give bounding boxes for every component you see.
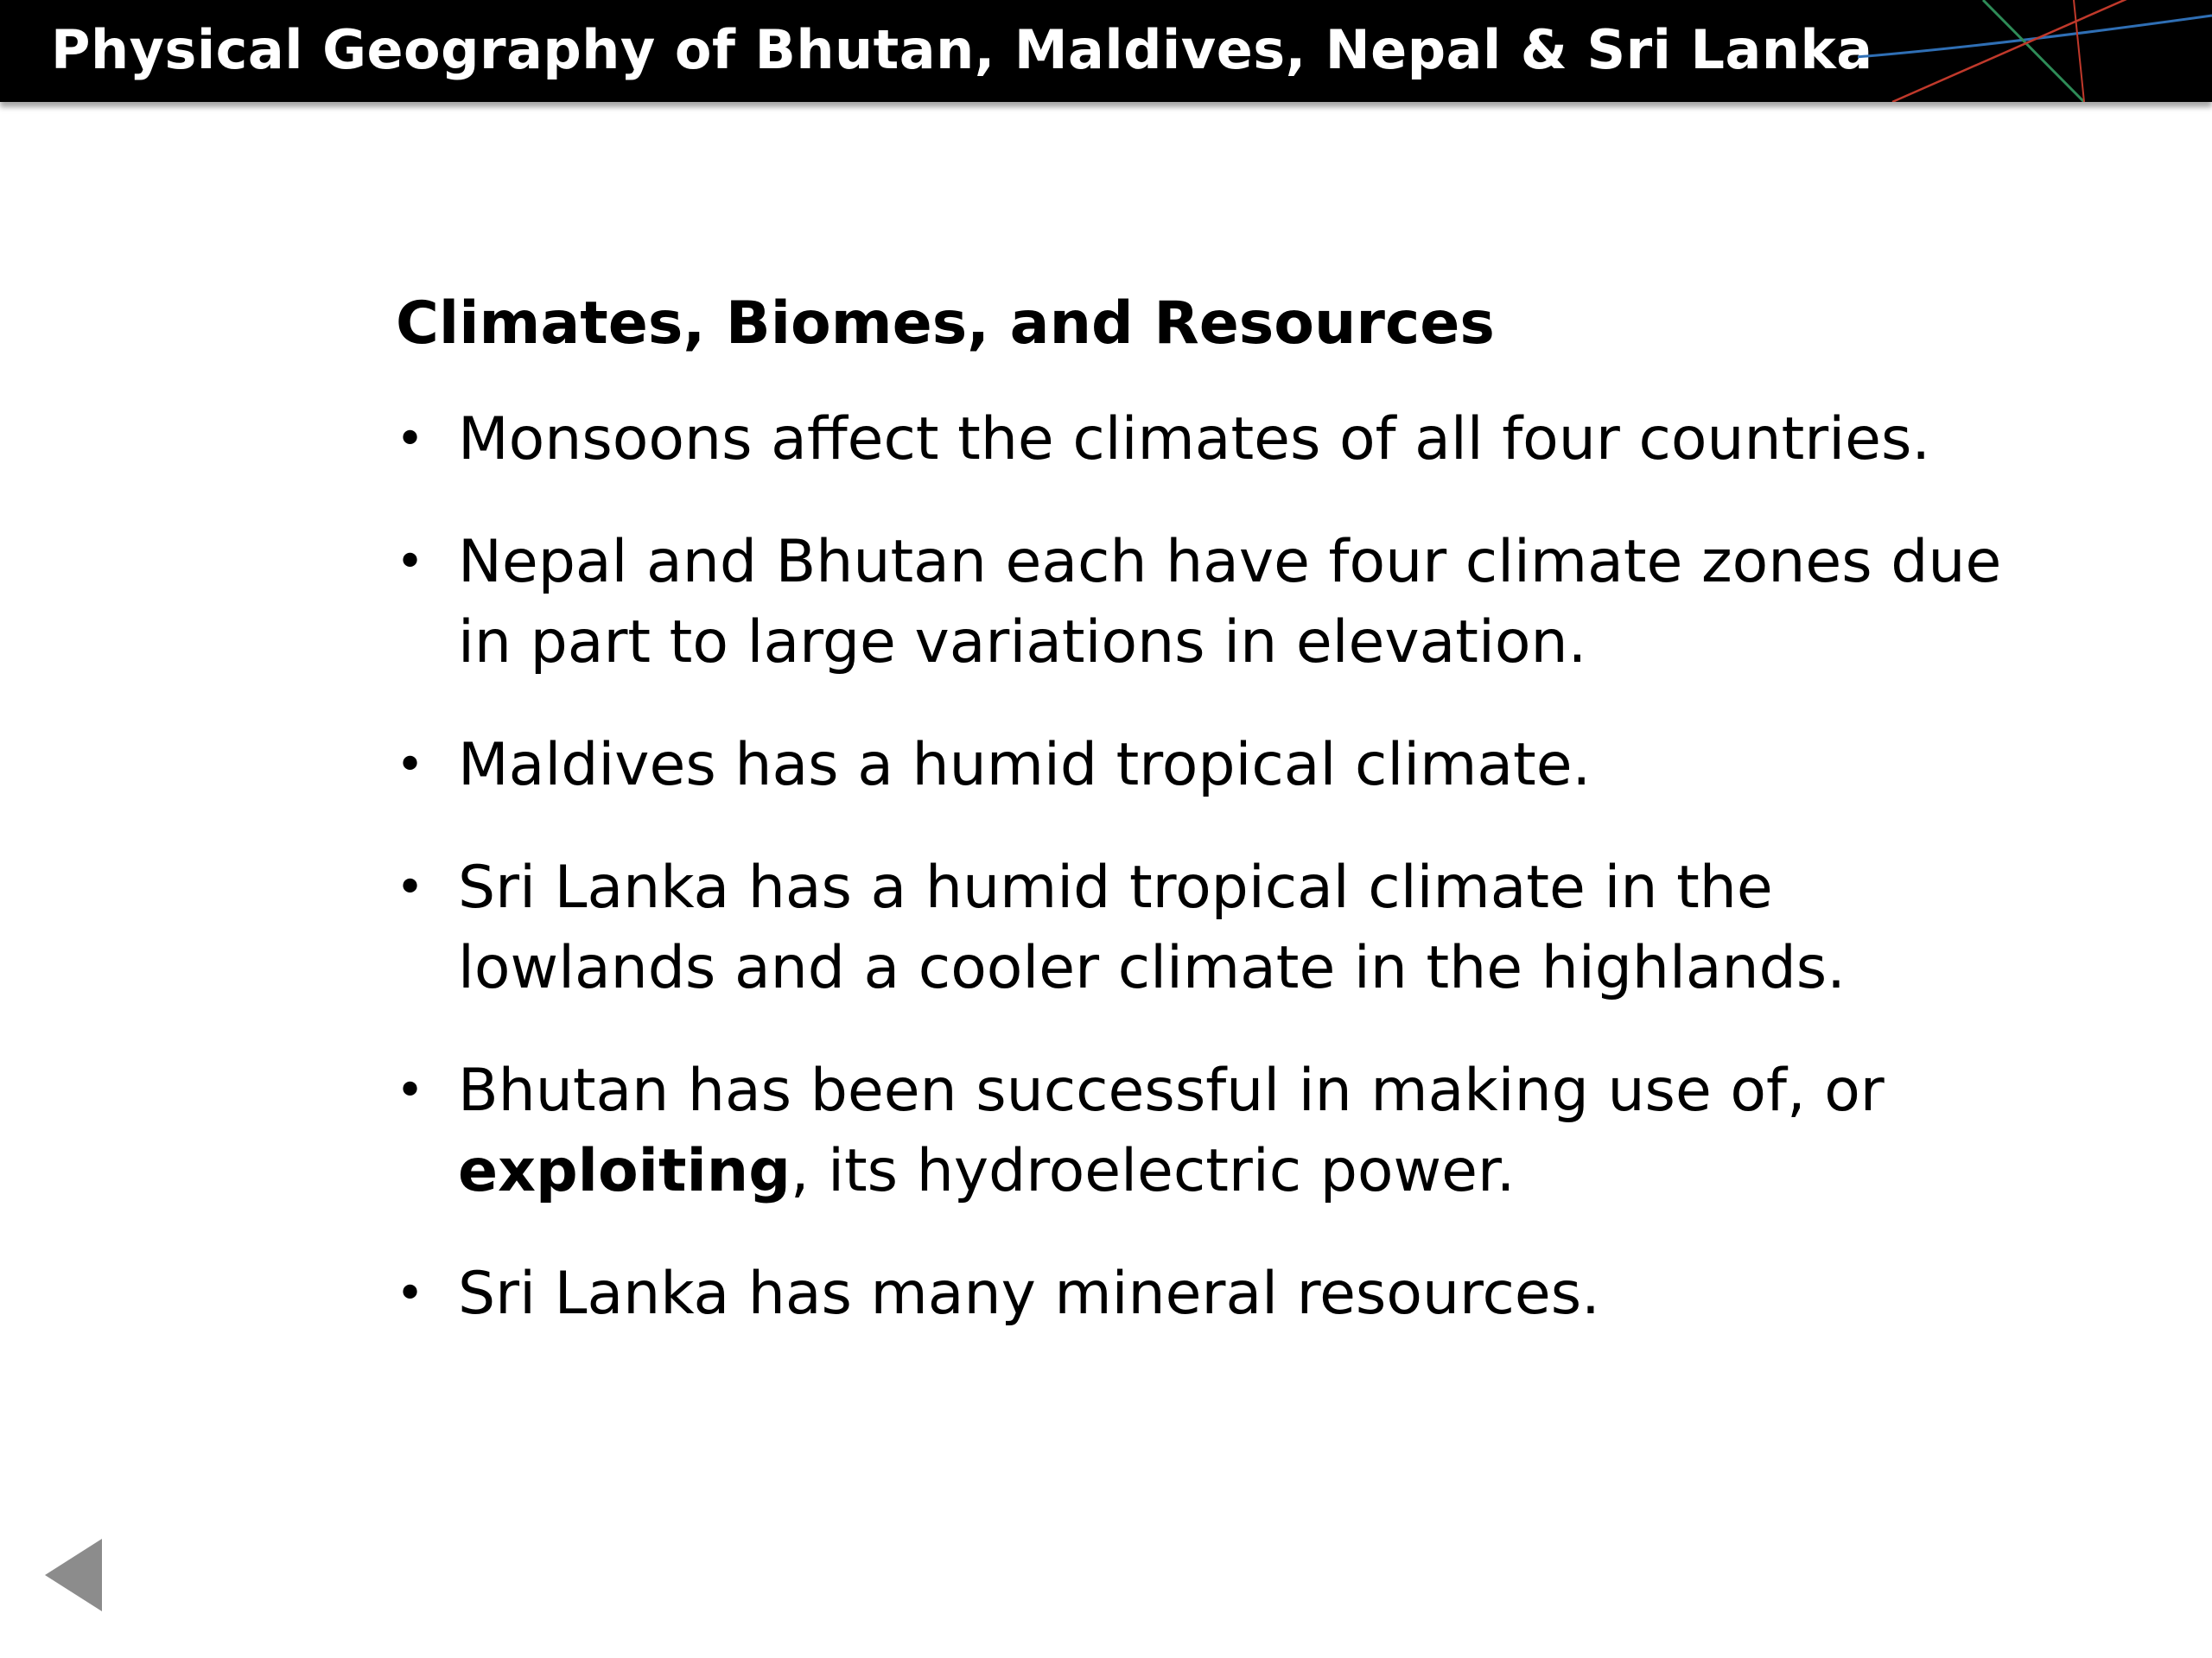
list-item: [396, 399, 2037, 480]
vocabulary-term: exploiting: [458, 1137, 791, 1205]
list-item-text: [458, 1057, 1885, 1205]
bullet-icon: •: [396, 860, 425, 916]
list-item-text-before: Bhutan has been successful in making use of, or: [458, 1057, 1885, 1125]
bullet-icon: •: [396, 534, 425, 590]
list-item-text: Sri Lanka has a humid tropical climate in the lowlands and a cooler climate in the highlands.: [458, 854, 1846, 1002]
list-item: [396, 725, 2037, 805]
list-item-text: Sri Lanka has many mineral resources.: [458, 1260, 1600, 1328]
list-item: [396, 848, 2037, 1008]
slide-title: Physical Geography of Bhutan, Maldives, Nepal & Sri Lanka: [51, 18, 1873, 81]
title-bar: [0, 0, 2212, 102]
triangle-left-icon: [45, 1539, 102, 1611]
bullet-icon: •: [396, 1266, 425, 1322]
list-item-text: Maldives has a humid tropical climate.: [458, 731, 1592, 799]
section-heading: Climates, Biomes, and Resources: [396, 289, 1495, 358]
bullet-list: [396, 399, 2037, 1334]
list-item: [396, 522, 2037, 683]
list-item-text: Monsoons affect the climates of all four countries.: [458, 405, 1931, 473]
list-item-text-after: , its hydroelectric power.: [790, 1137, 1516, 1205]
back-button[interactable]: [45, 1539, 102, 1611]
list-item-text: Nepal and Bhutan each have four climate zones due in part to large variations in elevation.: [458, 528, 2002, 677]
list-item: [396, 1254, 2037, 1334]
content-area: [396, 285, 2037, 1376]
list-item: [396, 1051, 2037, 1211]
bullet-icon: •: [396, 737, 425, 793]
decorative-lines-icon: [1858, 0, 2212, 102]
bullet-icon: •: [396, 1063, 425, 1119]
bullet-icon: •: [396, 411, 425, 467]
